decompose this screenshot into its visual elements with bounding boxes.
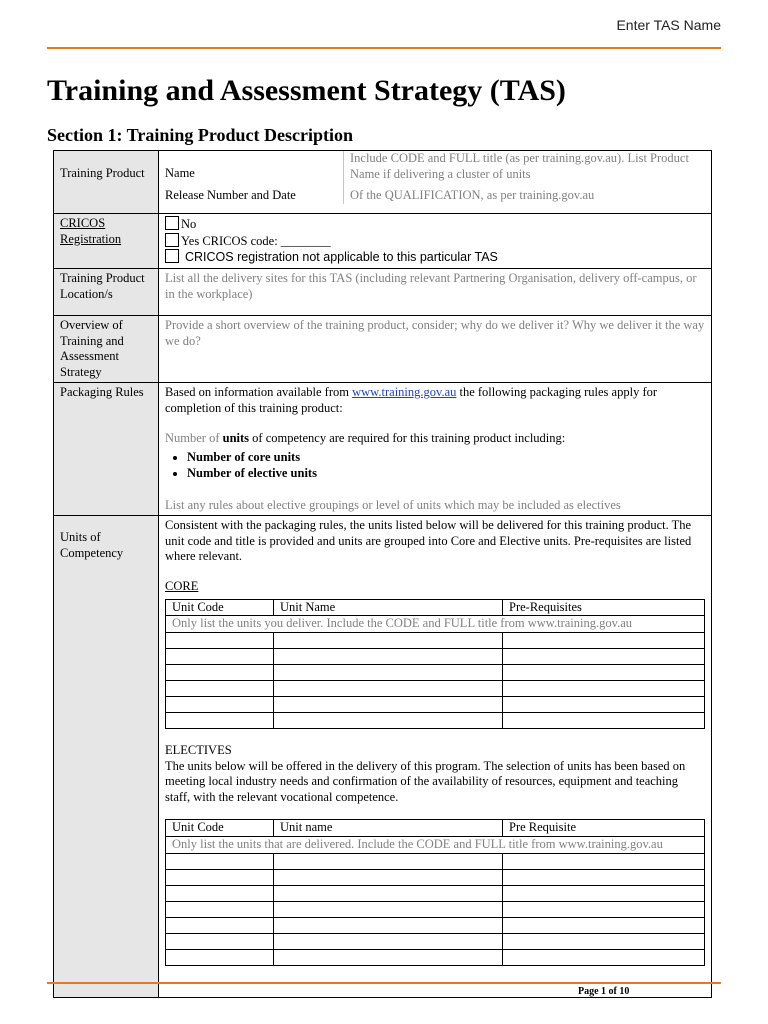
label-cricos <box>54 214 159 269</box>
name-release-grid <box>165 151 705 204</box>
table-row[interactable] <box>166 933 705 949</box>
section-title: Section 1: Training Product Description <box>47 125 353 145</box>
row-units <box>54 516 712 998</box>
bullet-core-units: • Number of core units <box>187 450 705 466</box>
page-number: Page 1 of 10 <box>578 986 630 997</box>
core-header-name: Unit Name <box>274 599 503 616</box>
cricos-na-label: CRICOS registration not applicable to this particular TAS <box>185 250 498 265</box>
core-units-table <box>165 599 705 729</box>
competency-text: of competency are required for this training product including: <box>249 430 566 445</box>
number-of-text[interactable]: Number of <box>165 430 220 445</box>
table-row[interactable] <box>166 917 705 933</box>
elective-hint[interactable]: Only list the units that are delivered. Include the CODE and FULL title from www.training.gov.au <box>166 837 705 854</box>
core-hint[interactable]: Only list the units you deliver. Include the CODE and FULL title from www.training.gov.au <box>166 616 705 633</box>
training-gov-link[interactable]: www.training.gov.au <box>352 385 457 400</box>
label-units: Units of Competency <box>54 516 159 998</box>
cricos-no-label: No <box>181 217 197 231</box>
cricos-option-na[interactable] <box>165 249 705 266</box>
units-word: units <box>222 430 250 445</box>
packaging-bullets <box>165 450 705 481</box>
cricos-label-text: CRICOS Registration <box>60 216 122 246</box>
elective-header-row <box>166 820 705 837</box>
name-hint[interactable]: Include CODE and FULL title (as per training.gov.au). List Product Name if delivering a cluster of units <box>350 151 689 181</box>
checkbox-icon[interactable] <box>165 233 179 247</box>
table-row[interactable] <box>166 712 705 728</box>
row-cricos <box>54 214 712 269</box>
location-hint[interactable]: List all the delivery sites for this TAS (including relevant Partnering Organisation, delivery off-campus, or in the workplace) <box>159 268 712 315</box>
label-training-product: Training Product <box>54 151 159 214</box>
table-row[interactable] <box>166 885 705 901</box>
core-header-prereq: Pre-Requisites <box>503 599 705 616</box>
cricos-yes-label: Yes CRICOS code: ________ <box>181 233 331 248</box>
packaging-count-line <box>165 431 705 447</box>
bullet-elective-units: • Number of elective units <box>187 466 705 482</box>
core-header-code: Unit Code <box>166 599 274 616</box>
packaging-intro-after: the following packaging rules apply for completion of this training product: <box>165 385 658 415</box>
row-packaging <box>54 383 712 516</box>
table-row[interactable] <box>166 853 705 869</box>
header-tas-name: Enter TAS Name <box>616 17 721 33</box>
checkbox-icon[interactable] <box>165 249 179 263</box>
table-row[interactable] <box>166 632 705 648</box>
table-row[interactable] <box>166 949 705 965</box>
units-intro: Consistent with the packaging rules, the units listed below will be delivered for this training product. The unit code and title is provided and units are grouped into Core and Elective units. Pre-requisites are listed where relevant. <box>165 518 692 564</box>
document-title: Training and Assessment Strategy (TAS) <box>47 74 566 107</box>
elective-header-prereq: Pre Requisite <box>503 820 705 837</box>
row-training-product <box>54 151 712 214</box>
packaging-rules-hint[interactable]: List any rules about elective groupings or level of units which may be included as electives <box>165 497 621 512</box>
elective-header-name: Unit name <box>274 820 503 837</box>
table-row[interactable] <box>166 680 705 696</box>
elective-hint-row <box>166 837 705 854</box>
release-label: Release Number and Date <box>165 182 344 204</box>
core-heading: CORE <box>165 579 199 593</box>
row-overview <box>54 315 712 383</box>
row-location <box>54 268 712 315</box>
table-row[interactable] <box>166 696 705 712</box>
training-product-table <box>53 150 712 998</box>
label-overview: Overview of Training and Assessment Strategy <box>54 315 159 383</box>
name-label: Name <box>165 151 344 182</box>
cricos-option-yes[interactable] <box>165 233 705 250</box>
label-location: Training Product Location/s <box>54 268 159 315</box>
table-row[interactable] <box>166 901 705 917</box>
core-header-row <box>166 599 705 616</box>
header-rule <box>47 47 721 49</box>
footer-rule <box>47 982 721 984</box>
table-row[interactable] <box>166 664 705 680</box>
label-packaging: Packaging Rules <box>54 383 159 516</box>
cricos-option-no[interactable] <box>165 216 705 233</box>
checkbox-icon[interactable] <box>165 216 179 230</box>
overview-hint[interactable]: Provide a short overview of the training product, consider; why do we deliver it? Why we deliver it the way we do? <box>159 315 712 383</box>
electives-heading: ELECTIVES <box>165 742 232 757</box>
elective-header-code: Unit Code <box>166 820 274 837</box>
core-hint-row <box>166 616 705 633</box>
table-row[interactable] <box>166 869 705 885</box>
table-row[interactable] <box>166 648 705 664</box>
electives-intro: The units below will be offered in the delivery of this program. The selection of units has been based on meeting local industry needs and confirmation of the availability of resources, equipment and teaching staff, with the relevant vocational competence. <box>165 758 686 804</box>
packaging-intro-before: Based on information available from <box>165 385 353 400</box>
release-hint[interactable]: Of the QUALIFICATION, as per training.gov.au <box>350 188 595 203</box>
packaging-intro <box>165 385 705 416</box>
elective-units-table <box>165 819 705 965</box>
